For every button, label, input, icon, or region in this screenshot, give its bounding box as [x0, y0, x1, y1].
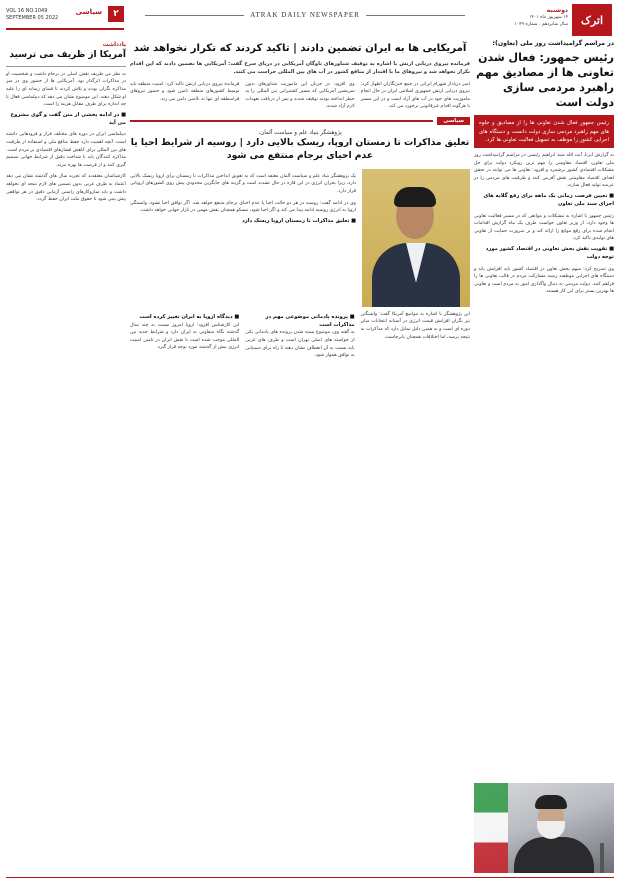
interview-top [130, 169, 470, 307]
volume-info [6, 8, 58, 22]
interview-lower-col [130, 311, 239, 360]
article-subhead: ■ تقویت نقش بخش تعاونی در اقتصاد کشور مورد توجه دولت [485, 246, 614, 260]
interview-headline: تعلیق مذاکرات تا زمستان اروپا، ریسک بالایی دارد | روسیه از شرایط احیا یا عدم احیای برجام منتفع می شود [130, 136, 470, 161]
newspaper-logo: اترک [572, 4, 612, 36]
date-extra: سال شانزدهم . شماره ۱۰۴۹ [514, 21, 568, 27]
interview-text-col [130, 169, 356, 307]
article-headline: رئیس جمهور: فعال شدن تعاونی ها از مصادیق مهم راهبرد مردمی سازی دولت است [476, 50, 614, 109]
date-day: دوشنبه [546, 7, 568, 14]
section-bar-line [130, 120, 433, 122]
date-persian: ۱۴ شهریور ماه ۱۴۰۱ [528, 15, 568, 20]
interview-body: این پژوهشگر با اشاره به مواضع آمریکا گفت: واشنگتن نیز نگران افزایش قیمت انرژی در آستانه انتخابات میان دوره ای است و به همین دلیل تمایل دارد که مذاکرات به نتیجه برسد، اما اختلافات همچنان پابرجاست. [360, 311, 470, 340]
left-section-label: یادداشت [102, 42, 126, 48]
left-column-article [6, 40, 126, 873]
header-rule [6, 28, 124, 30]
left-body: کارشناسان معتقدند که تجربه سال های گذشته نشان می دهد اعتماد به طرف غربی بدون تضمین های لازم نتیجه ای نخواهد داشت و باید سازوکارهای راستی آزمایی دقیق در هر توافقی پیش بینی شود تا حقوق ملت ایران حفظ گردد. [6, 174, 126, 203]
interviewee-portrait [362, 169, 470, 307]
masthead-title: ATRAK DAILY NEWSPAPER [244, 11, 366, 19]
left-body: دیپلماسی ایران در دوره های مختلف فراز و فرودهایی داشته است. آنچه اهمیت دارد حفظ منافع ملی و استفاده از ظرفیت های بین المللی برای کاهش فشارهای اقتصادی بر مردم است. مذاکره کنندگان باید با شناخت دقیق از شرایط جهانی تصمیم گیری کنند و از فرصت ها بهره ببرند. [6, 132, 126, 168]
article-subhead: ■ تعیین فرصت زمانی یک ماهه برای رفع گلایه های اجرای سند ملی تعاون [483, 193, 614, 207]
interview-subhead: ■ دیدگاه اروپا به ایران تغییر کرده است [139, 313, 240, 320]
flag-image [474, 783, 508, 873]
article-kicker: در مراسم گرامیداشت روز ملی (تعاون)؛ [492, 40, 614, 47]
section-label: سیاسی [75, 8, 102, 16]
interview-lower [130, 311, 470, 360]
volume-number: VOL 16 NO.1049 [6, 8, 48, 14]
top-headline: آمریکایی ها به ایران تضمین دادند | تاکید کردند که تکرار نخواهد شد [133, 43, 467, 54]
page-header-left [6, 6, 124, 34]
top-body-col: فرمانده نیروی دریایی ارتش تاکید کرد: امنیت منطقه باید توسط کشورهای منطقه تامین شود و حضور نیروهای فرامنطقه ای تنها به ناامنی دامن می زند. [130, 81, 240, 102]
interview-subhead: ■ پرونده پادمانی موضوعی مهم در مذاکرات است [265, 313, 355, 328]
interview-body: وی در ادامه گفت: روسیه در هر دو حالت احیا یا عدم احیای برجام منتفع خواهد شد. اگر توافق احیا نشود، وابستگی اروپا به انرژی روسیه ادامه پیدا می کند و اگر احیا شود، مسکو همچنان نقش مهمی در بازار جهانی خواهد داشت. [130, 200, 356, 214]
interview-lower-col [245, 311, 354, 360]
microphone [600, 843, 604, 873]
top-lead: فرمانده نیروی دریایی ارتش با اشاره به توقیف شناورهای ناوگان آمریکایی در دریای سرخ گفت: آمریکایی ها تضمین دادند که این اقدام تکرار نخواهد شد و نیروهای ما با اقتدار از منافع کشور در آب های بین المللی حراست می کنند. [130, 61, 470, 76]
divider [6, 66, 126, 67]
page-footer-rule [6, 877, 614, 883]
section-bar [130, 117, 470, 125]
interview-kicker: پژوهشگر بنیاد علم و سیاست آلمان: [258, 129, 342, 136]
left-headline: آمریکا از ظریف می ترسید [9, 50, 126, 60]
page-number-badge: ۲ [108, 6, 124, 22]
interview-body: این کارشناس افزود: اروپا امروز نسبت به چند سال گذشته نگاه متفاوتی به ایران دارد و شرایط جدید بین المللی موجب شده است تا نقش ایران در تامین امنیت انرژی بیش از گذشته مورد توجه قرار گیرد. [130, 322, 240, 351]
left-subhead: ■ در ادامه بخشی از متن گفت و گوی مشروح می آید [10, 111, 126, 126]
masthead [145, 8, 465, 22]
top-article-columns [130, 81, 470, 111]
interview-body: یک پژوهشگر بنیاد علم و سیاست آلمان معتقد است که به تعویق انداختن مذاکرات تا زمستان برای اروپا ریسک بالایی دارد، زیرا بحران انرژی در این قاره در حال تشدید است و گزینه های جایگزین محدودی پیش روی کشورهای اروپایی قرار دارد. [130, 173, 356, 194]
right-column-article [474, 40, 614, 873]
article-body: به گزارش ایرنا، آیت الله سید ابراهیم رئیسی در مراسم گرامیداشت روز ملی تعاون، اقتصاد مقاومتی را مهم ترین رویکرد دولت برای حل مشکلات اقتصادی کشور برشمرد و افزود: تعاونی ها می توانند در تحقق اهداف اقتصاد مقاومتی نقش آفرینی کنند و ظرفیت های مردمی را در عرصه تولید فعال سازند. [474, 152, 614, 189]
article-lead: رئیس جمهور فعال شدن تعاونی ها را از مصادیق و جلوه های مهم راهبرد مردمی سازی دولت دانست و دستگاه های اجرایی کشور را موظف به تسهیل فعالیت تعاونی ها کرد. [474, 115, 614, 148]
interview-body: به گفته وی، موضوع بسته شدن پرونده های پادمانی یکی از خواسته های اصلی تهران است و طرف های غربی باید نسبت به آن انعطاف نشان دهند تا راه برای دستیابی به توافق هموار شود. [245, 330, 355, 359]
middle-column [130, 40, 470, 873]
interview-subhead: ■ تعلیق مذاکرات تا زمستان اروپا ریسک دارد [242, 217, 356, 224]
date-block [482, 6, 568, 29]
article-body: رئیس جمهور با اشاره به مشکلات و موانعی که در مسیر فعالیت تعاونی ها وجود دارد، از وزیر تعاون خواست ظرف یک ماه گزارش اقدامات انجام شده برای رفع موانع را ارائه کند و بر ضرورت حمایت از تعاونی های تولیدی تاکید کرد. [474, 213, 614, 242]
section-tag: سیاسی [437, 117, 470, 125]
left-body: به نظر من ظریف نقش اصلی در برجام داشت و شخصیت او در مذاکرات اثرگذار بود. آمریکایی ها از حضور وی در میز مذاکره نگران بودند و تلاش کردند تا فضای رسانه ای را علیه او شکل دهند. این موضوع نشان می دهد که دیپلماسی فعال تا چه اندازه برای طرف مقابل هزینه زا است. [6, 71, 126, 108]
top-body-col: امیر دریادار شهرام ایرانی در جمع خبرنگاران اظهار کرد: نیروی دریایی ارتش جمهوری اسلامی ایران در حال انجام ماموریت های خود در آب های آزاد است و در این مسیر با هرگونه اقدام غیرقانونی برخورد می کند. [360, 81, 470, 110]
top-body-col: وی افزود: در جریان این ماموریت شناورهای بدون سرنشین آمریکایی که مسیر کشتیرانی بین المللی را به خطر انداخته بودند توقیف شدند و پس از دریافت تعهدات لازم آزاد شدند. [245, 81, 355, 110]
date-english: SEPTEMBER 05 2022 [6, 15, 59, 21]
article-body: وی تصریح کرد: سهم بخش تعاون در اقتصاد کشور باید افزایش یابد و دستگاه های اجرایی موظفند زمینه مشارکت مردم در قالب تعاونی ها را فراهم کنند. دولت مردمی به دنبال واگذاری امور به مردم است و تعاونی ها بهترین بستر برای این کار هستند. [474, 266, 614, 295]
president-photo [474, 783, 614, 873]
